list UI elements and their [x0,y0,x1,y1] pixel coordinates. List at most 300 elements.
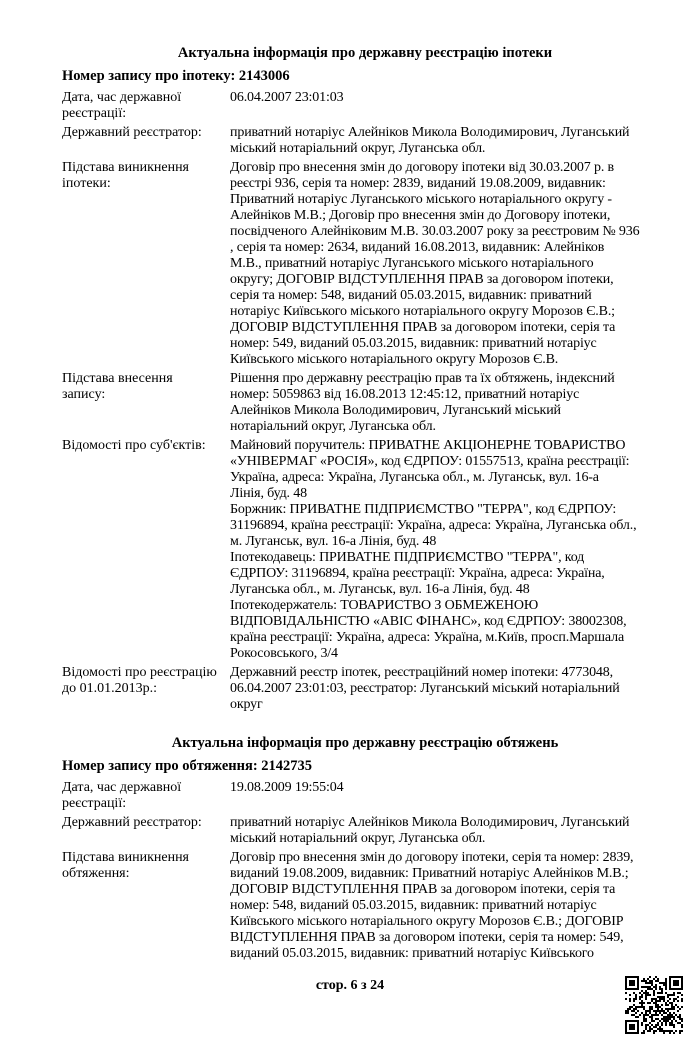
qr-module [647,994,649,996]
qr-module [633,998,635,1000]
field-value-line: приватний нотаріус Алейніков Микола Володимирович, Луганський [230,815,630,830]
qr-module [651,1018,653,1020]
field-value-line: округу; ДОГОВІР ВІДСТУПЛЕННЯ ПРАВ за договором іпотеки, [230,272,614,287]
qr-module [635,994,637,996]
qr-module [663,1010,665,1012]
qr-module [653,1002,655,1004]
qr-module [629,1026,631,1028]
qr-module [643,1018,645,1020]
qr-module [629,1024,631,1026]
encumbrance-row-registrar [62,815,680,847]
qr-module [659,1000,661,1002]
qr-module [657,1010,659,1012]
field-label-line: реєстрації: [62,796,127,811]
qr-module [675,998,677,1000]
qr-module [635,998,637,1000]
qr-module [675,988,677,990]
qr-module [629,988,631,990]
qr-module [665,982,667,984]
qr-module [629,1000,631,1002]
qr-module [637,1024,639,1026]
qr-module [663,996,665,998]
qr-module [655,1012,657,1014]
qr-module [671,1008,673,1010]
qr-module [653,986,655,988]
field-value-line: номер: 5059863 від 16.08.2013 12:45:12, приватний нотаріус [230,387,580,402]
qr-module [651,1028,653,1030]
qr-module [657,1014,659,1016]
qr-module [671,976,673,978]
qr-module [669,1032,671,1034]
field-value-line: країна реєстрації: Україна, адреса: Україна, м.Київ, просп.Маршала [230,630,625,645]
qr-module [643,1016,645,1018]
qr-module [665,1002,667,1004]
qr-module [661,1024,663,1026]
qr-module [635,1006,637,1008]
qr-module [681,984,683,986]
qr-module [637,1026,639,1028]
qr-module [629,1032,631,1034]
qr-module [677,1022,679,1024]
qr-module [645,986,647,988]
qr-module [641,990,643,992]
qr-module [635,1032,637,1034]
qr-module [641,1024,643,1026]
qr-module [653,998,655,1000]
qr-module [629,1008,631,1010]
qr-module [645,990,647,992]
qr-module [643,992,645,994]
qr-module [677,996,679,998]
qr-module [663,1018,665,1020]
qr-module [671,988,673,990]
field-value-line: Договір про внесення змін до договору іпотеки від 30.03.2007 р. в [230,160,614,175]
qr-module [633,1000,635,1002]
qr-module [673,1008,675,1010]
qr-module [655,1018,657,1020]
qr-module [631,988,633,990]
qr-module [681,994,683,996]
qr-module [627,1020,629,1022]
qr-module [635,976,637,978]
qr-module [637,1032,639,1034]
qr-module [679,1016,681,1018]
qr-module [657,992,659,994]
field-value [230,90,680,106]
qr-module [663,998,665,1000]
field-value-line: Рішення про державну реєстрацію прав та їх обтяжень, індексний [230,371,615,386]
qr-module [653,1030,655,1032]
qr-module [631,1020,633,1022]
qr-module [679,976,681,978]
qr-module [645,1028,647,1030]
qr-module [663,1012,665,1014]
qr-module [663,1030,665,1032]
qr-module [625,986,627,988]
qr-module [641,1000,643,1002]
qr-module [657,1024,659,1026]
qr-module [639,998,641,1000]
qr-module [649,982,651,984]
qr-module [637,982,639,984]
qr-module [649,976,651,978]
qr-module [661,1004,663,1006]
qr-module [655,980,657,982]
field-value-line: реєстрі 936, серія та номер: 2839, виданий 19.08.2009, видавник: [230,176,606,191]
field-value-line: ДОГОВІР ВІДСТУПЛЕННЯ ПРАВ за договором іпотеки, серія та [230,320,616,335]
qr-module [669,994,671,996]
qr-module [669,986,671,988]
qr-module [655,1002,657,1004]
field-value [230,780,680,796]
qr-module [633,1028,635,1030]
qr-module [637,976,639,978]
qr-module [667,1004,669,1006]
qr-module [647,1014,649,1016]
qr-module [637,1010,639,1012]
qr-module [675,980,677,982]
qr-module [671,1006,673,1008]
qr-module [677,976,679,978]
qr-module [665,1024,667,1026]
qr-module [661,990,663,992]
qr-module [649,988,651,990]
qr-module [645,980,647,982]
qr-module [633,992,635,994]
field-value-line: номер: 549, виданий 05.03.2015, видавник: приватний нотаріус [230,336,597,351]
qr-module [649,1010,651,1012]
mortgage-row-registrar [62,125,680,157]
qr-module [669,1002,671,1004]
qr-module [629,980,631,982]
page-number: стор. 6 з 24 [315,978,385,993]
encumbrance-row-registration-date [62,780,680,812]
qr-module [669,1016,671,1018]
qr-module [681,978,683,980]
qr-module [671,1014,673,1016]
field-value [230,850,680,962]
mortgage-row-entry-basis [62,371,680,435]
qr-module [679,1022,681,1024]
qr-module [645,1020,647,1022]
field-label [62,125,230,141]
qr-module [669,1018,671,1020]
field-value-line: Київського міського нотаріального округу Морозов Є.В. [230,352,559,367]
qr-module [673,994,675,996]
field-value-line: М.В., приватний нотаріус Луганського міського нотаріального [230,256,594,271]
qr-module [651,980,653,982]
qr-module [663,984,665,986]
qr-module [663,1032,665,1034]
qr-module [675,1014,677,1016]
qr-module [641,1004,643,1006]
qr-module [663,1020,665,1022]
qr-module [659,996,661,998]
qr-module [645,1024,647,1026]
qr-module [669,1024,671,1026]
qr-module [653,978,655,980]
qr-module [673,980,675,982]
qr-module [631,1028,633,1030]
field-label-line: Відомості про суб'єктів: [62,438,206,453]
qr-module [659,1006,661,1008]
qr-module [637,1030,639,1032]
qr-module [653,992,655,994]
qr-module [643,1030,645,1032]
field-label-line: Підстава виникнення [62,850,189,865]
qr-module [681,988,683,990]
qr-module [641,1002,643,1004]
qr-module [681,982,683,984]
qr-module [627,1012,629,1014]
qr-module [643,1006,645,1008]
field-label [62,160,230,192]
qr-module [645,1018,647,1020]
qr-module [673,1026,675,1028]
qr-module [627,988,629,990]
qr-module [651,988,653,990]
qr-module [647,982,649,984]
qr-module [641,1022,643,1024]
qr-module [675,1004,677,1006]
field-value-line: ВІДПОВІДАЛЬНІСТЮ «АВІС ФІНАНС», код ЄДРПОУ: 38002308, [230,614,627,629]
qr-module [659,1026,661,1028]
qr-module [629,1006,631,1008]
qr-module [669,1030,671,1032]
qr-module [673,1000,675,1002]
qr-module [639,996,641,998]
qr-module [681,980,683,982]
qr-module [665,978,667,980]
field-label [62,438,230,454]
field-label-line: Державний реєстратор: [62,125,202,140]
qr-module [645,1012,647,1014]
qr-module [641,986,643,988]
qr-module [677,1000,679,1002]
qr-module [665,1020,667,1022]
qr-module [681,1024,683,1026]
qr-module [633,1010,635,1012]
qr-module [629,1028,631,1030]
qr-module [625,1010,627,1012]
qr-module [673,982,675,984]
qr-module [629,984,631,986]
field-value-line: ДОГОВІР ВІДСТУПЛЕННЯ ПРАВ за договором іпотеки, серія та [230,882,616,897]
field-label [62,780,230,812]
qr-module [645,1014,647,1016]
field-value-line: Київського міського нотаріального округу Морозов Є.В.; ДОГОВІР [230,914,624,929]
qr-module [661,1018,663,1020]
qr-module [669,978,671,980]
qr-module [673,1012,675,1014]
qr-module [625,984,627,986]
field-value-line: Лінія, буд. 48 [230,486,307,501]
qr-module [643,980,645,982]
qr-module [649,1006,651,1008]
qr-module [649,980,651,982]
qr-module [669,1014,671,1016]
qr-module [647,1010,649,1012]
qr-module [625,1028,627,1030]
qr-module [651,1020,653,1022]
field-value-line: 19.08.2009 19:55:04 [230,780,344,795]
qr-module [643,1014,645,1016]
qr-module [639,1002,641,1004]
qr-module [651,1016,653,1018]
qr-module [657,1006,659,1008]
qr-module [631,976,633,978]
qr-module [629,998,631,1000]
field-label-line: запису: [62,387,106,402]
qr-module [671,1002,673,1004]
qr-module [633,976,635,978]
qr-module [681,1018,683,1020]
qr-module [681,1026,683,1028]
qr-module [677,988,679,990]
qr-module [665,1012,667,1014]
qr-module [659,1012,661,1014]
qr-module [627,1010,629,1012]
qr-module [645,992,647,994]
qr-module [643,1032,645,1034]
qr-module [645,982,647,984]
qr-module [649,1030,651,1032]
field-value-line: серія та номер: 548, виданий 05.03.2015, видавник: приватний [230,288,592,303]
qr-module [639,1014,641,1016]
qr-module [671,1022,673,1024]
qr-module [637,986,639,988]
qr-module [667,1008,669,1010]
field-value-line: міський нотаріальний округ, Луганська обл. [230,831,486,846]
qr-module [625,992,627,994]
qr-module [639,1006,641,1008]
qr-module [661,988,663,990]
qr-module [653,990,655,992]
field-value-line: округ [230,697,263,712]
qr-module [633,1024,635,1026]
qr-module [655,1030,657,1032]
qr-module [663,1016,665,1018]
qr-module [625,988,627,990]
qr-module [645,998,647,1000]
qr-module [625,978,627,980]
field-value-line: посвідченого Алейніковим М.В. 30.03.2007 року за реєстровим № 936 [230,224,640,239]
field-value-line: 31196894, країна реєстрації: Україна, адреса: Україна, Луганська обл., [230,518,637,533]
qr-module [635,1012,637,1014]
qr-module [641,1032,643,1034]
mortgage-record-number: Номер запису про іпотеку: 2143006 [62,68,290,84]
qr-module [651,984,653,986]
qr-module [625,1030,627,1032]
qr-module [667,1016,669,1018]
field-value [230,665,680,713]
qr-module [645,994,647,996]
qr-module [679,988,681,990]
field-label-line: Підстава виникнення [62,160,189,175]
qr-module [637,988,639,990]
qr-module [673,1018,675,1020]
qr-module [669,1012,671,1014]
qr-module [625,980,627,982]
qr-module [625,998,627,1000]
qr-module [649,1028,651,1030]
qr-module [651,998,653,1000]
qr-module [665,1022,667,1024]
field-value [230,125,680,157]
qr-module [625,1020,627,1022]
field-label-line: до 01.01.2013р.: [62,681,158,696]
qr-module [649,1016,651,1018]
qr-module [655,1026,657,1028]
mortgage-row-basis [62,160,680,368]
qr-module [641,996,643,998]
qr-module [659,988,661,990]
qr-module [629,982,631,984]
qr-module [667,1018,669,1020]
qr-module [657,978,659,980]
field-value-line: ВІДСТУПЛЕННЯ ПРАВ за договором іпотеки, серія та номер: 549, [230,930,624,945]
qr-module [661,992,663,994]
qr-module [655,1010,657,1012]
qr-module [659,986,661,988]
qr-module [659,1020,661,1022]
qr-module [681,1000,683,1002]
qr-module [679,1008,681,1010]
field-value-line: , серія та номер: 2634, виданий 16.08.2013, видавник: Алейніков [230,240,605,255]
qr-module [677,1006,679,1008]
field-value-line: Луганська обл., м. Луганськ, вул. 16-а Лінія, буд. 48 [230,582,530,597]
qr-module [669,980,671,982]
qr-module [673,1024,675,1026]
qr-module [675,1030,677,1032]
qr-module [673,1006,675,1008]
qr-module [653,1026,655,1028]
field-label-line: Дата, час державної [62,780,182,795]
qr-module [637,1016,639,1018]
field-value-line: номер: 548, виданий 05.03.2015, видавник: приватний нотаріус [230,898,597,913]
field-label-line: Дата, час державної [62,90,182,105]
qr-module [667,1030,669,1032]
qr-module [647,1002,649,1004]
field-value-line: Іпотекодержатель: ТОВАРИСТВО З ОБМЕЖЕНОЮ [230,598,539,613]
field-value [230,438,680,662]
field-label-line: Підстава внесення [62,371,173,386]
qr-module [641,1006,643,1008]
field-value-line: Державний реєстр іпотек, реєстраційний номер іпотеки: 4773048, [230,665,613,680]
qr-module [657,980,659,982]
qr-module [663,1000,665,1002]
field-value-line: нотаріус Київського міського нотаріального округу Морозов Є.В.; [230,304,615,319]
qr-module [627,976,629,978]
qr-module [679,1014,681,1016]
qr-module [633,988,635,990]
qr-module [671,994,673,996]
qr-module [637,984,639,986]
field-value-line: «УНІВЕРМАГ «РОСІЯ», код ЄДРПОУ: 01557513, країна реєстрації: [230,454,630,469]
field-value [230,815,680,847]
qr-module [675,984,677,986]
qr-module [639,992,641,994]
qr-module [671,1004,673,1006]
qr-module [657,1028,659,1030]
qr-module [655,988,657,990]
field-value-line: Україна, адреса: Україна, Луганська обл., м. Луганськ, вул. 16-а [230,470,599,485]
qr-module [635,988,637,990]
qr-module [631,982,633,984]
encumbrance-row-basis [62,850,680,962]
field-value-line: м. Луганськ, вул. 16-а Лінія, буд. 48 [230,534,437,549]
field-value-line: виданий 05.03.2015, видавник: приватний нотаріус Київського [230,946,594,961]
